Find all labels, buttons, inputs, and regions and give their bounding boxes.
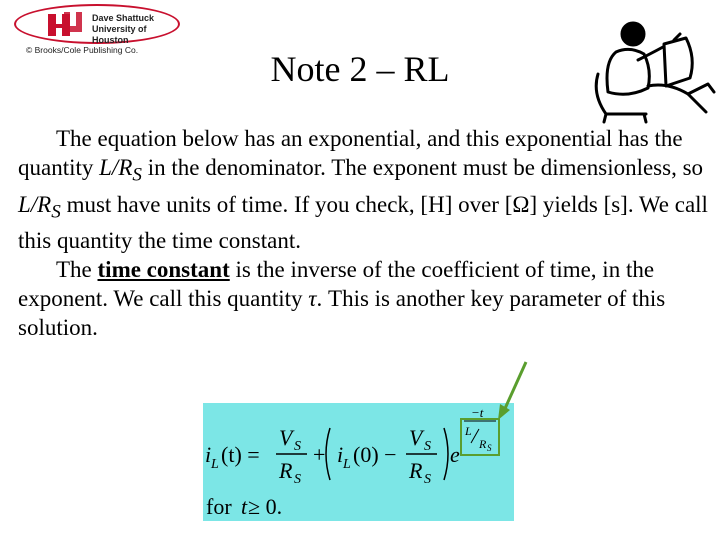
eq-rs-den-2: R — [409, 458, 423, 483]
slide-title: Note 2 – RL — [270, 49, 450, 89]
p2-text-1: The — [56, 257, 98, 283]
person-writing-at-desk-icon — [578, 14, 718, 124]
p1-ls-1: L/R — [99, 155, 133, 180]
eq-vs-num-2: V — [409, 425, 423, 450]
eq-lhs-sub: L — [211, 457, 219, 472]
p1-sub-1: S — [132, 164, 142, 186]
eq-vs-sub-2: S — [424, 439, 431, 454]
eq-cond-prefix: for — [206, 494, 232, 519]
eq-cond-suffix: ≥ 0. — [248, 494, 283, 519]
eq-exp-R: R — [479, 437, 487, 451]
eq-rs-den: R — [279, 458, 293, 483]
eq-rs-sub-2: S — [424, 472, 431, 487]
logo-name-line2: University of Houston — [92, 24, 147, 45]
p1-ls-2: L/R — [18, 191, 52, 217]
eq-lhs-arg: (t) = — [221, 442, 260, 467]
p2-text-2: is the inverse of the coefficient of time, in the exponent. We call this quantity — [18, 257, 655, 312]
eq-vs-sub: S — [294, 439, 301, 454]
logo-name — [92, 13, 184, 46]
eq-exp-Rsub: S — [487, 443, 492, 453]
paragraph-1 — [18, 124, 708, 255]
paragraph-2 — [18, 255, 708, 342]
eq-plus: + — [313, 442, 326, 467]
p2-text-3: . This is another key parameter of this solution. — [18, 286, 666, 341]
eq-i0-arg: (0) − — [353, 442, 397, 467]
logo-name-line1: Dave Shattuck — [92, 13, 155, 23]
p1-sub-2: S — [51, 201, 61, 223]
eq-exp-base: e — [450, 442, 460, 467]
eq-lhs-i: i — [205, 442, 212, 467]
p2-tau: τ — [308, 286, 317, 312]
body-text — [18, 124, 708, 342]
p1-text-2: in the denominator. The exponent must be dimensionless, so — [141, 155, 704, 180]
uh-logo-icon — [44, 10, 84, 40]
eq-i0-sub: L — [343, 457, 351, 472]
p1-text-3: must have units of time. If you check, [H] over [Ω] yields [s]. We call this quantity the time constant. — [18, 191, 708, 254]
logo-copyright: © Brooks/Cole Publishing Co. — [26, 45, 139, 55]
eq-i0: i — [337, 442, 344, 467]
p2-term: time constant — [97, 257, 230, 283]
eq-vs-num: V — [279, 425, 293, 450]
p1-text-1: The equation below has an exponential, and this exponential has the quantity — [18, 126, 683, 180]
eq-exp-L: L — [465, 424, 472, 438]
eq-exp-num: −t — [471, 405, 484, 420]
eq-rs-sub: S — [294, 472, 301, 487]
eq-cond-t: t — [241, 494, 248, 519]
exponent-highlight-box — [460, 418, 500, 456]
